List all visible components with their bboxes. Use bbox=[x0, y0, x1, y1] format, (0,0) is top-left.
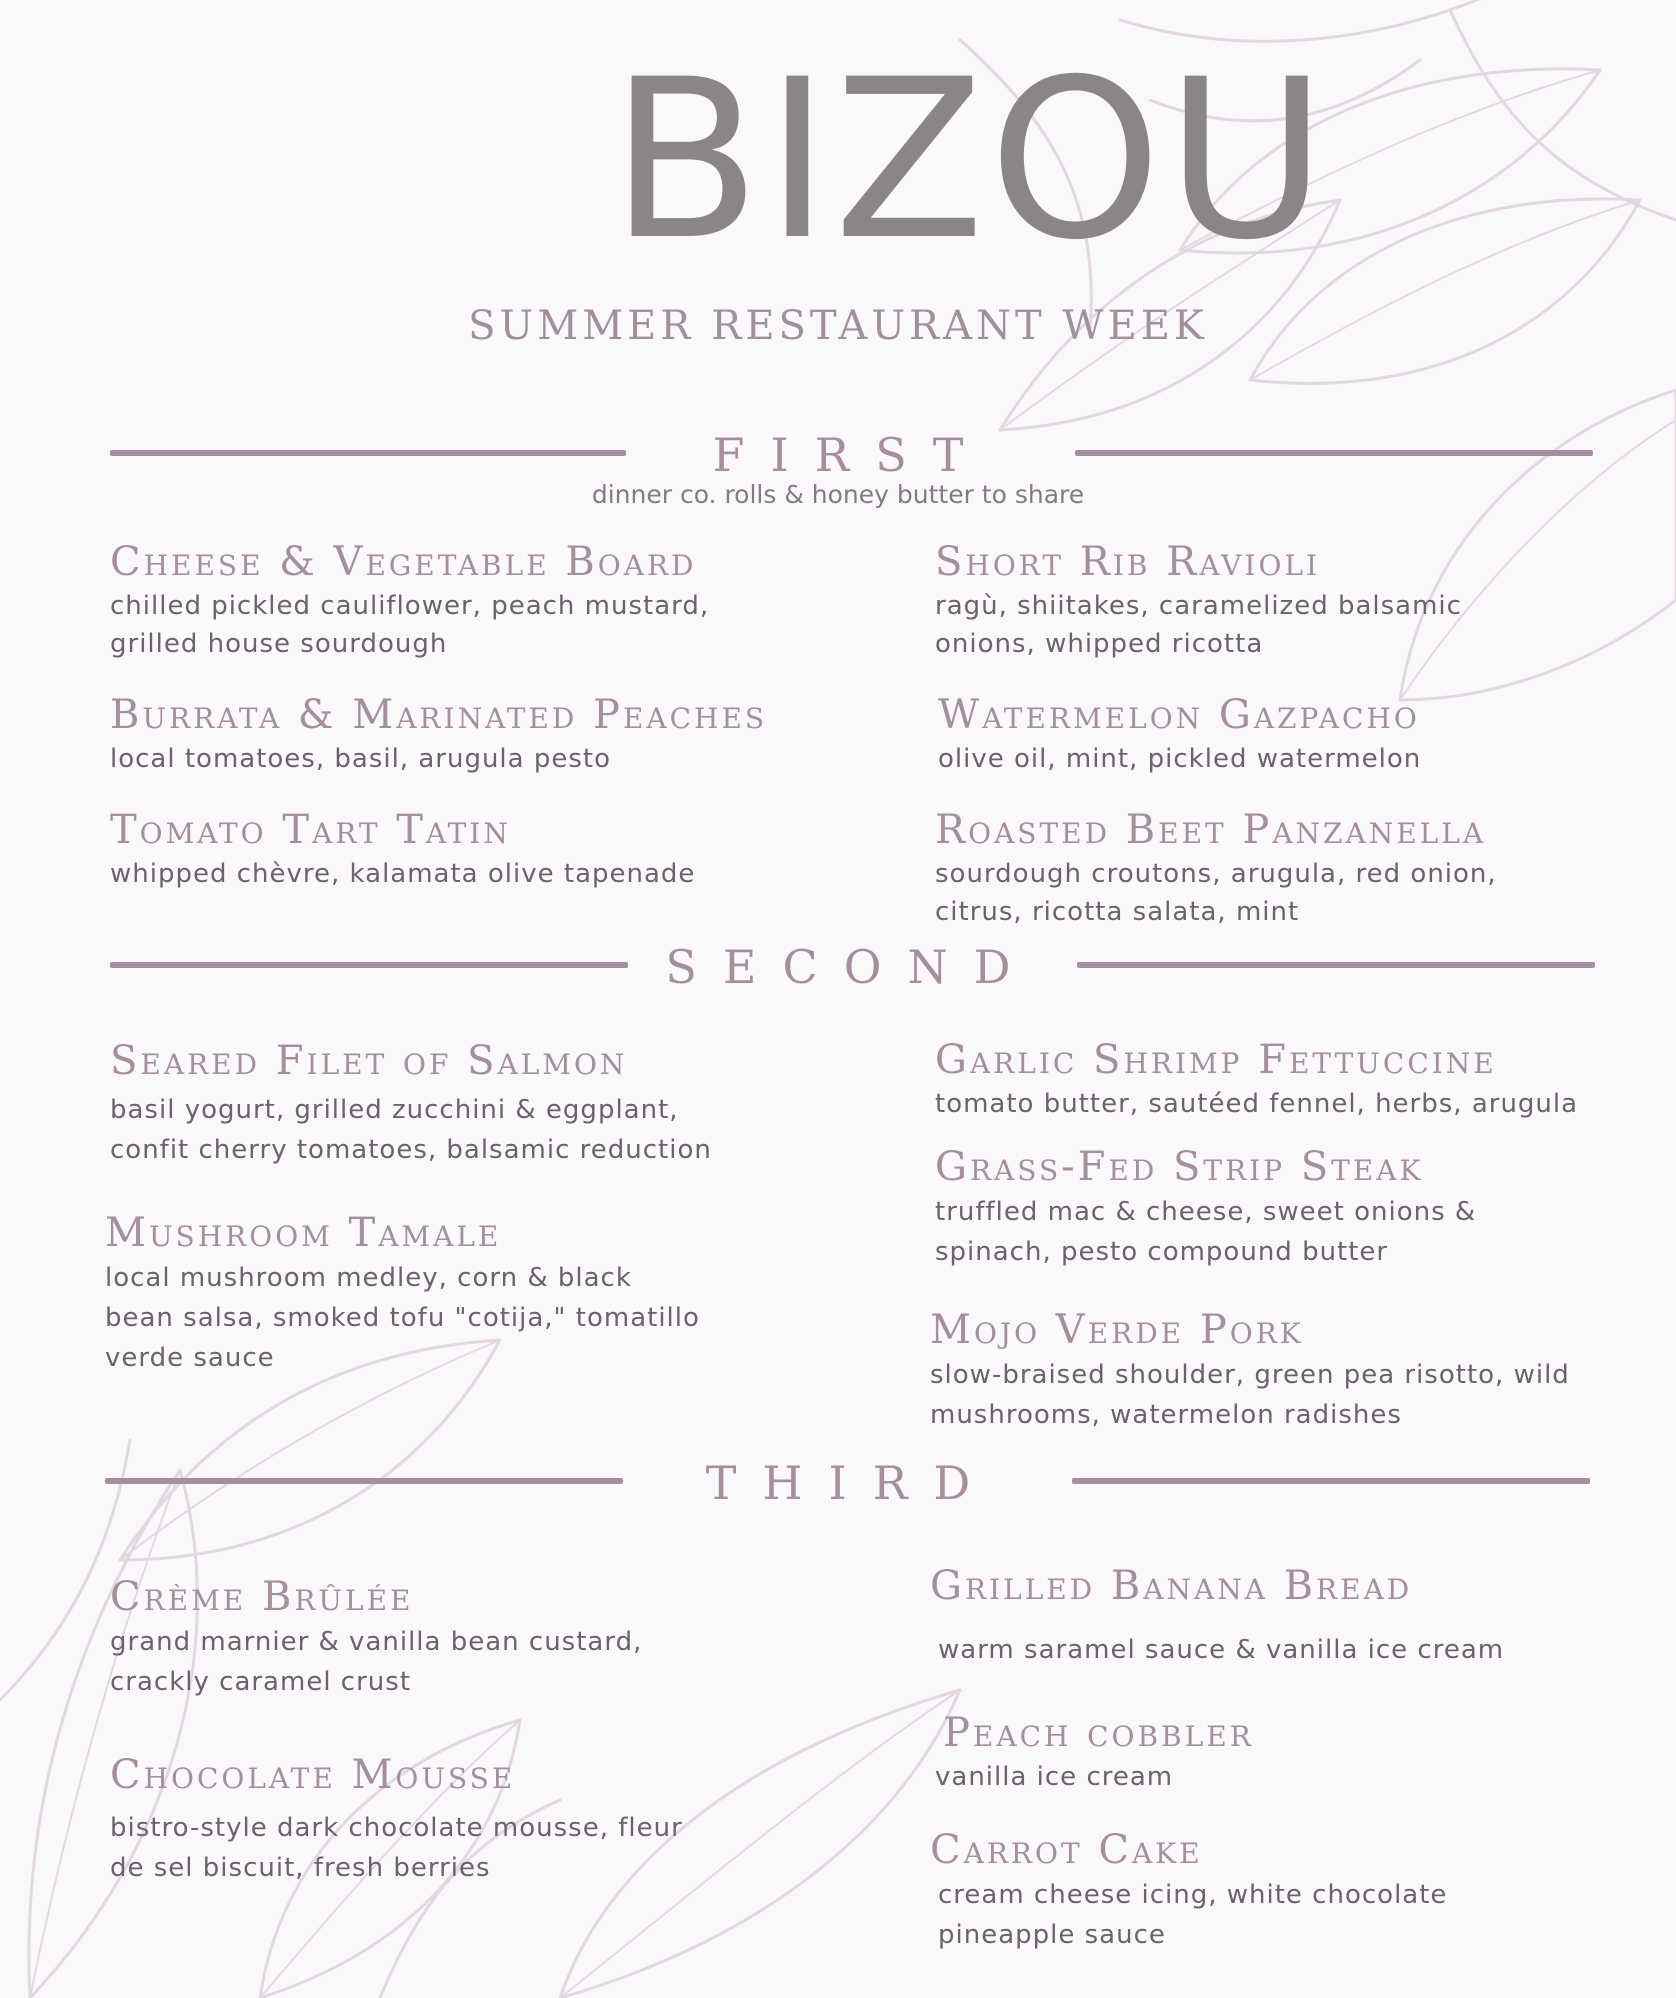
section-title-second: SECOND bbox=[665, 940, 1037, 994]
dish-description: slow-braised shoulder, green pea risotto, wild mushrooms, watermelon radishes bbox=[930, 1360, 1570, 1430]
dish-name: Burrata & Marinated Peaches bbox=[110, 692, 768, 738]
menu-item bbox=[930, 1305, 1590, 1435]
menu-item bbox=[935, 1142, 1585, 1272]
dish-name: Carrot Cake bbox=[930, 1827, 1203, 1873]
dish-name: Chocolate Mousse bbox=[110, 1752, 516, 1798]
menu-item bbox=[935, 1035, 1615, 1123]
menu-item bbox=[930, 1561, 1570, 1669]
dish-description: sourdough croutons, arugula, red onion, citrus, ricotta salata, mint bbox=[935, 859, 1497, 927]
dish-name: Roasted Beet Panzanella bbox=[935, 807, 1487, 853]
menu-item bbox=[110, 805, 810, 893]
dish-description: bistro-style dark chocolate mousse, fleur de sel biscuit, fresh berries bbox=[110, 1813, 683, 1883]
dish-description: olive oil, mint, pickled watermelon bbox=[938, 744, 1422, 774]
menu-item bbox=[110, 1572, 670, 1702]
dish-name: Watermelon Gazpacho bbox=[938, 692, 1420, 738]
dish-name: Garlic Shrimp Fettuccine bbox=[935, 1037, 1497, 1083]
dish-name: Seared Filet of Salmon bbox=[110, 1038, 628, 1084]
menu-item bbox=[935, 537, 1565, 663]
menu-item bbox=[105, 1208, 705, 1378]
dish-description: local tomatoes, basil, arugula pesto bbox=[110, 744, 611, 774]
menu-item bbox=[110, 1750, 710, 1888]
section-note: dinner co. rolls & honey butter to share bbox=[591, 480, 1085, 509]
dish-description: chilled pickled cauliflower, peach mustard, grilled house sourdough bbox=[110, 591, 710, 659]
dish-name: Tomato Tart Tatin bbox=[110, 807, 511, 853]
dish-description: whipped chèvre, kalamata olive tapenade bbox=[110, 859, 696, 889]
menu-item bbox=[110, 537, 790, 663]
menu-item bbox=[110, 1036, 760, 1170]
dish-name: Peach cobbler bbox=[943, 1710, 1254, 1756]
menu-item bbox=[938, 690, 1568, 778]
dish-name: Mushroom Tamale bbox=[105, 1210, 502, 1256]
menu-item bbox=[935, 1708, 1535, 1796]
dish-name: Cheese & Vegetable Board bbox=[110, 539, 697, 585]
dish-description: cream cheese icing, white chocolate pineapple sauce bbox=[938, 1880, 1448, 1950]
menu-item bbox=[110, 690, 810, 778]
dish-name: Crème Brûlée bbox=[110, 1574, 414, 1620]
dish-name: Grass-Fed Strip Steak bbox=[935, 1144, 1424, 1190]
menu-subtitle: SUMMER RESTAURANT WEEK bbox=[468, 303, 1208, 349]
dish-description: ragù, shiitakes, caramelized balsamic onions, whipped ricotta bbox=[935, 591, 1462, 659]
dish-name: Short Rib Ravioli bbox=[935, 539, 1321, 585]
restaurant-logo: BIZOU bbox=[610, 32, 1331, 288]
dish-description: tomato butter, sautéed fennel, herbs, arugula bbox=[935, 1089, 1579, 1119]
dish-description: vanilla ice cream bbox=[935, 1762, 1174, 1792]
menu-item bbox=[935, 805, 1575, 931]
dish-description: truffled mac & cheese, sweet onions & spinach, pesto compound butter bbox=[935, 1197, 1477, 1267]
dish-description: local mushroom medley, corn & black bean salsa, smoked tofu "cotija," tomatillo verde sauce bbox=[105, 1263, 700, 1373]
section-title-third: THIRD bbox=[705, 1456, 997, 1510]
dish-description: warm saramel sauce & vanilla ice cream bbox=[938, 1635, 1505, 1665]
dish-description: basil yogurt, grilled zucchini & eggplant, confit cherry tomatoes, balsamic reduction bbox=[110, 1095, 712, 1165]
dish-description: grand marnier & vanilla bean custard, crackly caramel crust bbox=[110, 1627, 643, 1697]
dish-name: Grilled Banana Bread bbox=[930, 1563, 1413, 1609]
dish-name: Mojo Verde Pork bbox=[930, 1307, 1304, 1353]
menu-item bbox=[930, 1825, 1530, 1955]
section-title-first: FIRST bbox=[712, 428, 990, 482]
